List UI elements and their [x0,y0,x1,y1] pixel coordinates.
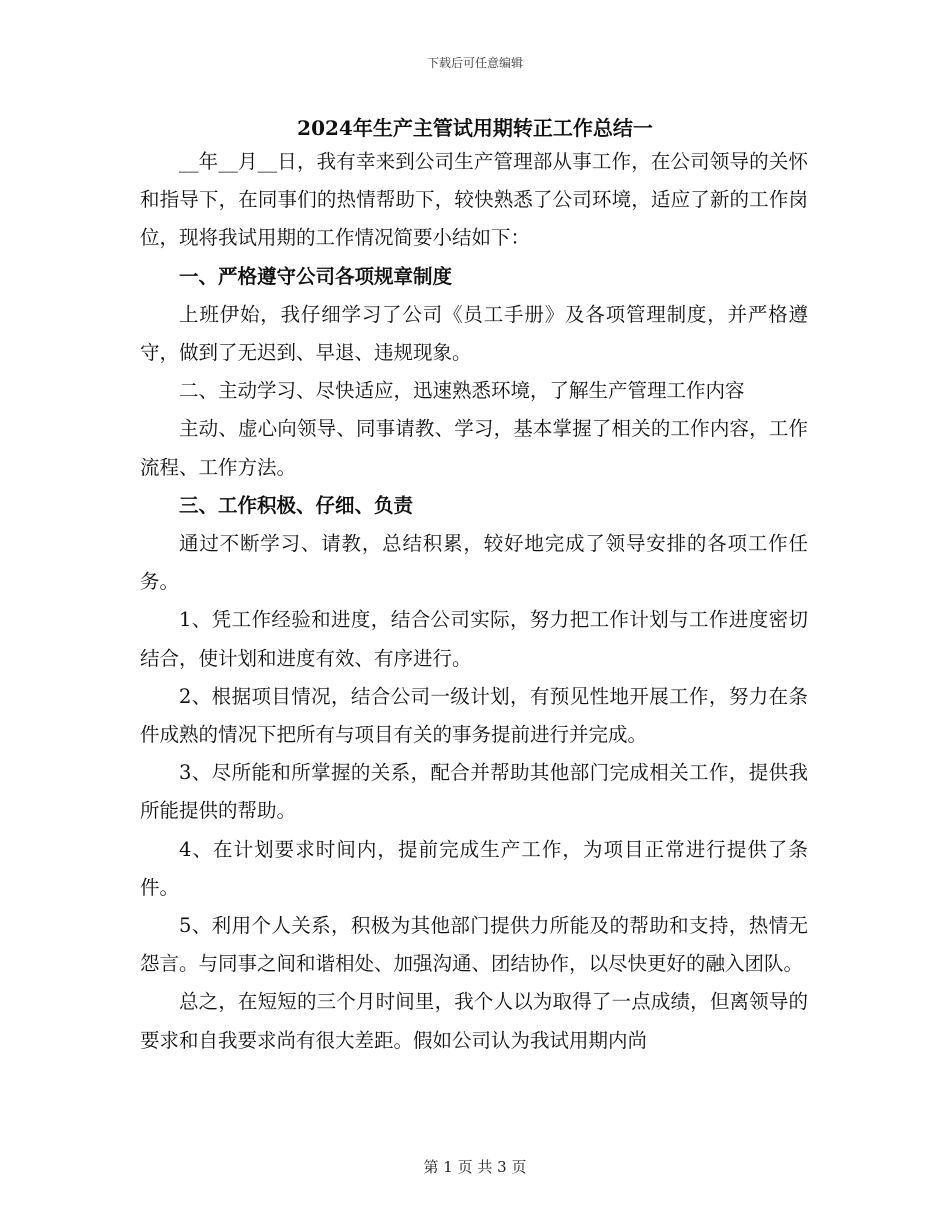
document-body [140,143,808,1060]
summary-paragraph: 总之，在短短的三个月时间里，我个人以为取得了一点成绩，但离领导的要求和自我要求尚有很大差距。假如公司认为我试用期内尚 [140,990,808,1052]
list-item-1: 1、凭工作经验和进度，结合公司实际，努力把工作计划与工作进度密切结合，使计划和进度有效、有序进行。 [140,608,808,670]
list-item-4: 4、在计划要求时间内，提前完成生产工作，为项目正常进行提供了条件。 [140,837,808,899]
body-paragraph: 通过不断学习、请教，总结积累，较好地完成了领导安排的各项工作任务。 [140,532,808,594]
body-paragraph: 主动、虚心向领导、同事请教、学习，基本掌握了相关的工作内容，工作流程、工作方法。 [140,417,808,479]
list-item-2: 2、根据项目情况，结合公司一级计划，有预见性地开展工作，努力在条件成熟的情况下把所有与项目有关的事务提前进行并完成。 [140,684,808,747]
list-item-5: 5、利用个人关系，积极为其他部门提供力所能及的帮助和支持，热情无怨言。与同事之间和谐相处、加强沟通、团结协作，以尽快更好的融入团队。 [140,914,808,976]
document-title: 2024年生产主管试用期转正工作总结一 [297,116,653,140]
section-heading-2: 二、主动学习、尽快适应，迅速熟悉环境，了解生产管理工作内容 [179,379,745,403]
section-heading-1: 一、严格遵守公司各项规章制度 [179,264,453,288]
section-heading-3: 三、工作积极、仔细、负责 [179,493,414,517]
list-item-3: 3、尽所能和所掌握的关系，配合并帮助其他部门完成相关工作，提供我所能提供的帮助。 [140,761,808,823]
body-paragraph: 上班伊始，我仔细学习了公司《员工手册》及各项管理制度，并严格遵守，做到了无迟到、早退、违规现象。 [140,302,808,365]
header-note: 下载后可任意编辑 [426,56,523,70]
page-indicator: 第 1 页 共 3 页 [423,1158,527,1176]
intro-paragraph: __年__月__日，我有幸来到公司生产管理部从事工作，在公司领导的关怀和指导下，在同事们的热情帮助下，较快熟悉了公司环境，适应了新的工作岗位，现将我试用期的工作情况简要小结如下： [140,150,808,250]
